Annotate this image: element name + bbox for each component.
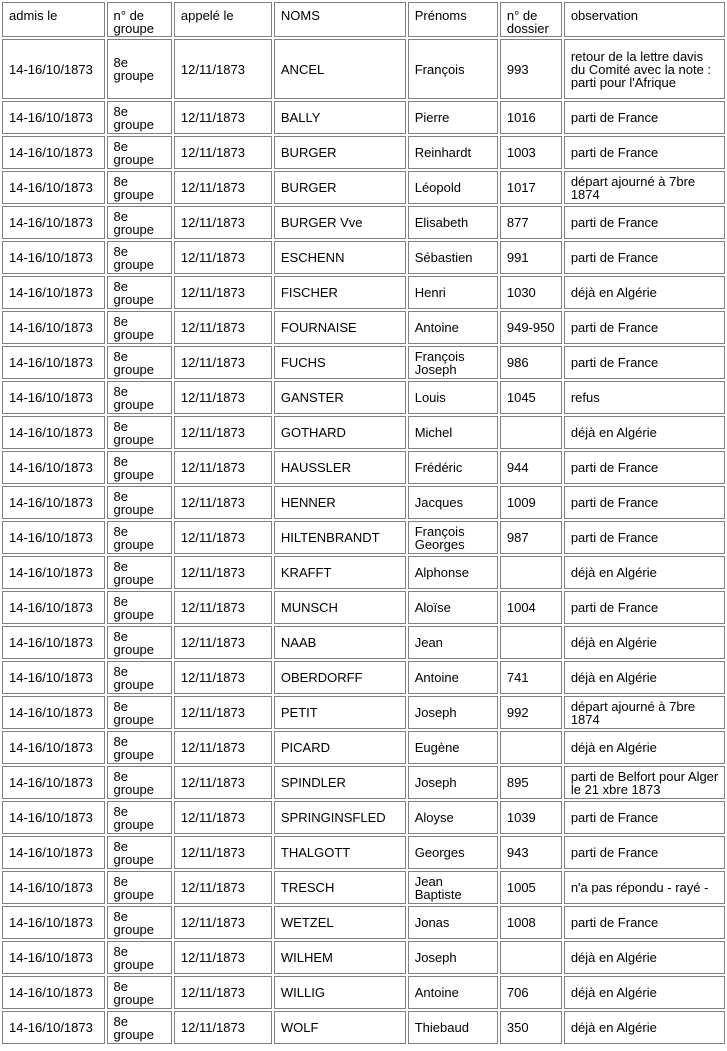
table-row — [2, 976, 725, 1009]
cell-observation: parti de France — [564, 906, 725, 939]
cell-numero-dossier: 1016 — [500, 101, 562, 134]
table-row — [2, 801, 725, 834]
cell-numero-groupe: 8e groupe — [107, 206, 172, 239]
cell-prenom: Pierre — [408, 101, 498, 134]
cell-admis-le: 14-16/10/1873 — [2, 836, 105, 869]
cell-prenom: Antoine — [408, 661, 498, 694]
table-row — [2, 626, 725, 659]
cell-nom: HILTENBRANDT — [274, 521, 406, 554]
cell-nom: PETIT — [274, 696, 406, 729]
cell-nom: SPRINGINSFLED — [274, 801, 406, 834]
cell-numero-dossier: 741 — [500, 661, 562, 694]
cell-admis-le: 14-16/10/1873 — [2, 766, 105, 799]
cell-numero-dossier — [500, 416, 562, 449]
cell-numero-dossier — [500, 556, 562, 589]
table-row — [2, 241, 725, 274]
cell-numero-groupe: 8e groupe — [107, 241, 172, 274]
cell-prenom: Henri — [408, 276, 498, 309]
table-body — [2, 39, 725, 1044]
cell-prenom: Joseph — [408, 696, 498, 729]
cell-numero-dossier: 1039 — [500, 801, 562, 834]
cell-observation: retour de la lettre davis du Comité avec la note : parti pour l'Afrique — [564, 39, 725, 99]
cell-numero-dossier: 1003 — [500, 136, 562, 169]
cell-nom: THALGOTT — [274, 836, 406, 869]
cell-prenom: Joseph — [408, 766, 498, 799]
cell-observation: parti de France — [564, 311, 725, 344]
cell-numero-groupe: 8e groupe — [107, 486, 172, 519]
cell-nom: BURGER — [274, 136, 406, 169]
cell-nom: SPINDLER — [274, 766, 406, 799]
cell-admis-le: 14-16/10/1873 — [2, 731, 105, 764]
cell-numero-dossier: 1005 — [500, 871, 562, 904]
cell-numero-groupe: 8e groupe — [107, 521, 172, 554]
cell-numero-groupe: 8e groupe — [107, 171, 172, 204]
cell-observation: parti de France — [564, 591, 725, 624]
cell-observation: déjà en Algérie — [564, 731, 725, 764]
cell-admis-le: 14-16/10/1873 — [2, 696, 105, 729]
table-row — [2, 696, 725, 729]
cell-nom: WILLIG — [274, 976, 406, 1009]
cell-numero-dossier: 992 — [500, 696, 562, 729]
cell-observation: parti de France — [564, 451, 725, 484]
cell-prenom: Frédéric — [408, 451, 498, 484]
cell-observation: parti de France — [564, 101, 725, 134]
cell-numero-dossier: 993 — [500, 39, 562, 99]
cell-numero-dossier: 986 — [500, 346, 562, 379]
cell-numero-dossier: 350 — [500, 1011, 562, 1044]
cell-numero-groupe: 8e groupe — [107, 416, 172, 449]
cell-prenom: Alphonse — [408, 556, 498, 589]
cell-numero-dossier: 987 — [500, 521, 562, 554]
cell-admis-le: 14-16/10/1873 — [2, 451, 105, 484]
cell-numero-dossier — [500, 941, 562, 974]
table-header — [2, 2, 725, 37]
cell-admis-le: 14-16/10/1873 — [2, 486, 105, 519]
cell-admis-le: 14-16/10/1873 — [2, 1011, 105, 1044]
cell-numero-groupe: 8e groupe — [107, 39, 172, 99]
cell-prenom: Jacques — [408, 486, 498, 519]
cell-prenom: Elisabeth — [408, 206, 498, 239]
cell-admis-le: 14-16/10/1873 — [2, 206, 105, 239]
cell-appele-le: 12/11/1873 — [174, 626, 272, 659]
cell-prenom: Joseph — [408, 941, 498, 974]
cell-appele-le: 12/11/1873 — [174, 976, 272, 1009]
cell-prenom: Reinhardt — [408, 136, 498, 169]
cell-prenom: Antoine — [408, 311, 498, 344]
cell-numero-dossier — [500, 731, 562, 764]
cell-admis-le: 14-16/10/1873 — [2, 661, 105, 694]
cell-observation: déjà en Algérie — [564, 556, 725, 589]
cell-appele-le: 12/11/1873 — [174, 766, 272, 799]
header-noms: NOMS — [274, 2, 406, 37]
table-row — [2, 556, 725, 589]
cell-appele-le: 12/11/1873 — [174, 241, 272, 274]
cell-appele-le: 12/11/1873 — [174, 346, 272, 379]
cell-observation: déjà en Algérie — [564, 1011, 725, 1044]
cell-nom: FUCHS — [274, 346, 406, 379]
cell-numero-dossier: 1009 — [500, 486, 562, 519]
cell-numero-dossier: 943 — [500, 836, 562, 869]
cell-nom: TRESCH — [274, 871, 406, 904]
cell-admis-le: 14-16/10/1873 — [2, 416, 105, 449]
cell-numero-groupe: 8e groupe — [107, 766, 172, 799]
table-row — [2, 311, 725, 344]
cell-nom: ESCHENN — [274, 241, 406, 274]
cell-nom: MUNSCH — [274, 591, 406, 624]
cell-numero-groupe: 8e groupe — [107, 871, 172, 904]
cell-appele-le: 12/11/1873 — [174, 906, 272, 939]
cell-admis-le: 14-16/10/1873 — [2, 136, 105, 169]
cell-numero-groupe: 8e groupe — [107, 941, 172, 974]
cell-admis-le: 14-16/10/1873 — [2, 976, 105, 1009]
cell-nom: WOLF — [274, 1011, 406, 1044]
cell-prenom: François Joseph — [408, 346, 498, 379]
cell-numero-groupe: 8e groupe — [107, 381, 172, 414]
cell-prenom: Thiebaud — [408, 1011, 498, 1044]
table-row — [2, 276, 725, 309]
cell-appele-le: 12/11/1873 — [174, 941, 272, 974]
cell-prenom: Jonas — [408, 906, 498, 939]
cell-numero-dossier: 944 — [500, 451, 562, 484]
cell-nom: FOURNAISE — [274, 311, 406, 344]
cell-numero-groupe: 8e groupe — [107, 731, 172, 764]
cell-numero-dossier: 1008 — [500, 906, 562, 939]
cell-prenom: François — [408, 39, 498, 99]
table-row — [2, 381, 725, 414]
cell-numero-groupe: 8e groupe — [107, 626, 172, 659]
cell-prenom: Sébastien — [408, 241, 498, 274]
cell-numero-dossier: 1004 — [500, 591, 562, 624]
table-row — [2, 591, 725, 624]
cell-appele-le: 12/11/1873 — [174, 731, 272, 764]
cell-appele-le: 12/11/1873 — [174, 101, 272, 134]
cell-observation: parti de France — [564, 346, 725, 379]
cell-appele-le: 12/11/1873 — [174, 871, 272, 904]
cell-numero-groupe: 8e groupe — [107, 311, 172, 344]
cell-appele-le: 12/11/1873 — [174, 136, 272, 169]
cell-numero-dossier — [500, 626, 562, 659]
cell-numero-groupe: 8e groupe — [107, 591, 172, 624]
cell-prenom: François Georges — [408, 521, 498, 554]
cell-prenom: Eugène — [408, 731, 498, 764]
cell-admis-le: 14-16/10/1873 — [2, 276, 105, 309]
header-observation: observation — [564, 2, 725, 37]
cell-admis-le: 14-16/10/1873 — [2, 801, 105, 834]
header-prenoms: Prénoms — [408, 2, 498, 37]
table-row — [2, 171, 725, 204]
cell-prenom: Léopold — [408, 171, 498, 204]
table-row — [2, 521, 725, 554]
cell-nom: GOTHARD — [274, 416, 406, 449]
table-row — [2, 451, 725, 484]
cell-observation: déjà en Algérie — [564, 276, 725, 309]
table-row — [2, 486, 725, 519]
cell-numero-dossier: 1017 — [500, 171, 562, 204]
cell-observation: parti de France — [564, 836, 725, 869]
cell-observation: refus — [564, 381, 725, 414]
cell-numero-groupe: 8e groupe — [107, 696, 172, 729]
cell-nom: PICARD — [274, 731, 406, 764]
table-row — [2, 136, 725, 169]
cell-appele-le: 12/11/1873 — [174, 416, 272, 449]
cell-admis-le: 14-16/10/1873 — [2, 556, 105, 589]
cell-numero-dossier: 877 — [500, 206, 562, 239]
table-row — [2, 766, 725, 799]
cell-appele-le: 12/11/1873 — [174, 311, 272, 344]
table-row — [2, 101, 725, 134]
cell-admis-le: 14-16/10/1873 — [2, 906, 105, 939]
cell-prenom: Antoine — [408, 976, 498, 1009]
table-row — [2, 1011, 725, 1044]
cell-numero-groupe: 8e groupe — [107, 346, 172, 379]
cell-numero-groupe: 8e groupe — [107, 976, 172, 1009]
cell-observation: parti de France — [564, 136, 725, 169]
cell-nom: WETZEL — [274, 906, 406, 939]
cell-numero-dossier: 895 — [500, 766, 562, 799]
cell-numero-groupe: 8e groupe — [107, 556, 172, 589]
cell-observation: parti de France — [564, 241, 725, 274]
table-row — [2, 39, 725, 99]
cell-numero-dossier: 706 — [500, 976, 562, 1009]
cell-numero-dossier: 949-950 — [500, 311, 562, 344]
cell-prenom: Aloïse — [408, 591, 498, 624]
cell-nom: GANSTER — [274, 381, 406, 414]
header-numero-dossier: n° de dossier — [500, 2, 562, 37]
cell-observation: n'a pas répondu - rayé - — [564, 871, 725, 904]
cell-numero-groupe: 8e groupe — [107, 801, 172, 834]
table-row — [2, 731, 725, 764]
cell-numero-groupe: 8e groupe — [107, 1011, 172, 1044]
cell-prenom: Jean — [408, 626, 498, 659]
cell-admis-le: 14-16/10/1873 — [2, 241, 105, 274]
cell-admis-le: 14-16/10/1873 — [2, 626, 105, 659]
table-row — [2, 206, 725, 239]
cell-prenom: Michel — [408, 416, 498, 449]
cell-nom: BURGER Vve — [274, 206, 406, 239]
cell-nom: ANCEL — [274, 39, 406, 99]
cell-observation: déjà en Algérie — [564, 976, 725, 1009]
cell-nom: BALLY — [274, 101, 406, 134]
cell-observation: déjà en Algérie — [564, 626, 725, 659]
table-row — [2, 836, 725, 869]
table-row — [2, 941, 725, 974]
cell-nom: WILHEM — [274, 941, 406, 974]
cell-prenom: Aloyse — [408, 801, 498, 834]
cell-nom: HENNER — [274, 486, 406, 519]
table-row — [2, 661, 725, 694]
cell-prenom: Jean Baptiste — [408, 871, 498, 904]
cell-observation: parti de France — [564, 801, 725, 834]
cell-admis-le: 14-16/10/1873 — [2, 871, 105, 904]
cell-admis-le: 14-16/10/1873 — [2, 941, 105, 974]
cell-numero-dossier: 1030 — [500, 276, 562, 309]
cell-numero-dossier: 991 — [500, 241, 562, 274]
cell-numero-groupe: 8e groupe — [107, 101, 172, 134]
cell-appele-le: 12/11/1873 — [174, 801, 272, 834]
cell-admis-le: 14-16/10/1873 — [2, 521, 105, 554]
cell-observation: parti de France — [564, 486, 725, 519]
cell-nom: FISCHER — [274, 276, 406, 309]
cell-appele-le: 12/11/1873 — [174, 451, 272, 484]
cell-appele-le: 12/11/1873 — [174, 206, 272, 239]
cell-nom: OBERDORFF — [274, 661, 406, 694]
table-row — [2, 416, 725, 449]
cell-numero-groupe: 8e groupe — [107, 451, 172, 484]
cell-numero-groupe: 8e groupe — [107, 906, 172, 939]
table-row — [2, 871, 725, 904]
cell-appele-le: 12/11/1873 — [174, 556, 272, 589]
cell-appele-le: 12/11/1873 — [174, 381, 272, 414]
cell-appele-le: 12/11/1873 — [174, 836, 272, 869]
cell-observation: parti de France — [564, 521, 725, 554]
cell-observation: déjà en Algérie — [564, 661, 725, 694]
cell-admis-le: 14-16/10/1873 — [2, 346, 105, 379]
cell-observation: départ ajourné à 7bre 1874 — [564, 696, 725, 729]
table-row — [2, 906, 725, 939]
cell-appele-le: 12/11/1873 — [174, 591, 272, 624]
cell-nom: HAUSSLER — [274, 451, 406, 484]
cell-observation: parti de France — [564, 206, 725, 239]
cell-numero-groupe: 8e groupe — [107, 836, 172, 869]
cell-appele-le: 12/11/1873 — [174, 661, 272, 694]
cell-observation: déjà en Algérie — [564, 416, 725, 449]
cell-nom: NAAB — [274, 626, 406, 659]
header-admis-le: admis le — [2, 2, 105, 37]
cell-admis-le: 14-16/10/1873 — [2, 101, 105, 134]
cell-appele-le: 12/11/1873 — [174, 486, 272, 519]
cell-numero-groupe: 8e groupe — [107, 661, 172, 694]
cell-admis-le: 14-16/10/1873 — [2, 591, 105, 624]
cell-admis-le: 14-16/10/1873 — [2, 39, 105, 99]
cell-numero-dossier: 1045 — [500, 381, 562, 414]
cell-observation: déjà en Algérie — [564, 941, 725, 974]
cell-observation: départ ajourné à 7bre 1874 — [564, 171, 725, 204]
cell-prenom: Georges — [408, 836, 498, 869]
cell-nom: BURGER — [274, 171, 406, 204]
cell-nom: KRAFFT — [274, 556, 406, 589]
cell-appele-le: 12/11/1873 — [174, 696, 272, 729]
header-row — [2, 2, 725, 37]
table-row — [2, 346, 725, 379]
cell-prenom: Louis — [408, 381, 498, 414]
cell-admis-le: 14-16/10/1873 — [2, 311, 105, 344]
cell-admis-le: 14-16/10/1873 — [2, 381, 105, 414]
cell-appele-le: 12/11/1873 — [174, 171, 272, 204]
cell-observation: parti de Belfort pour Alger le 21 xbre 1873 — [564, 766, 725, 799]
cell-appele-le: 12/11/1873 — [174, 276, 272, 309]
header-numero-groupe: n° de groupe — [107, 2, 172, 37]
cell-appele-le: 12/11/1873 — [174, 1011, 272, 1044]
header-appele-le: appelé le — [174, 2, 272, 37]
cell-appele-le: 12/11/1873 — [174, 39, 272, 99]
cell-numero-groupe: 8e groupe — [107, 136, 172, 169]
cell-admis-le: 14-16/10/1873 — [2, 171, 105, 204]
cell-numero-groupe: 8e groupe — [107, 276, 172, 309]
cell-appele-le: 12/11/1873 — [174, 521, 272, 554]
